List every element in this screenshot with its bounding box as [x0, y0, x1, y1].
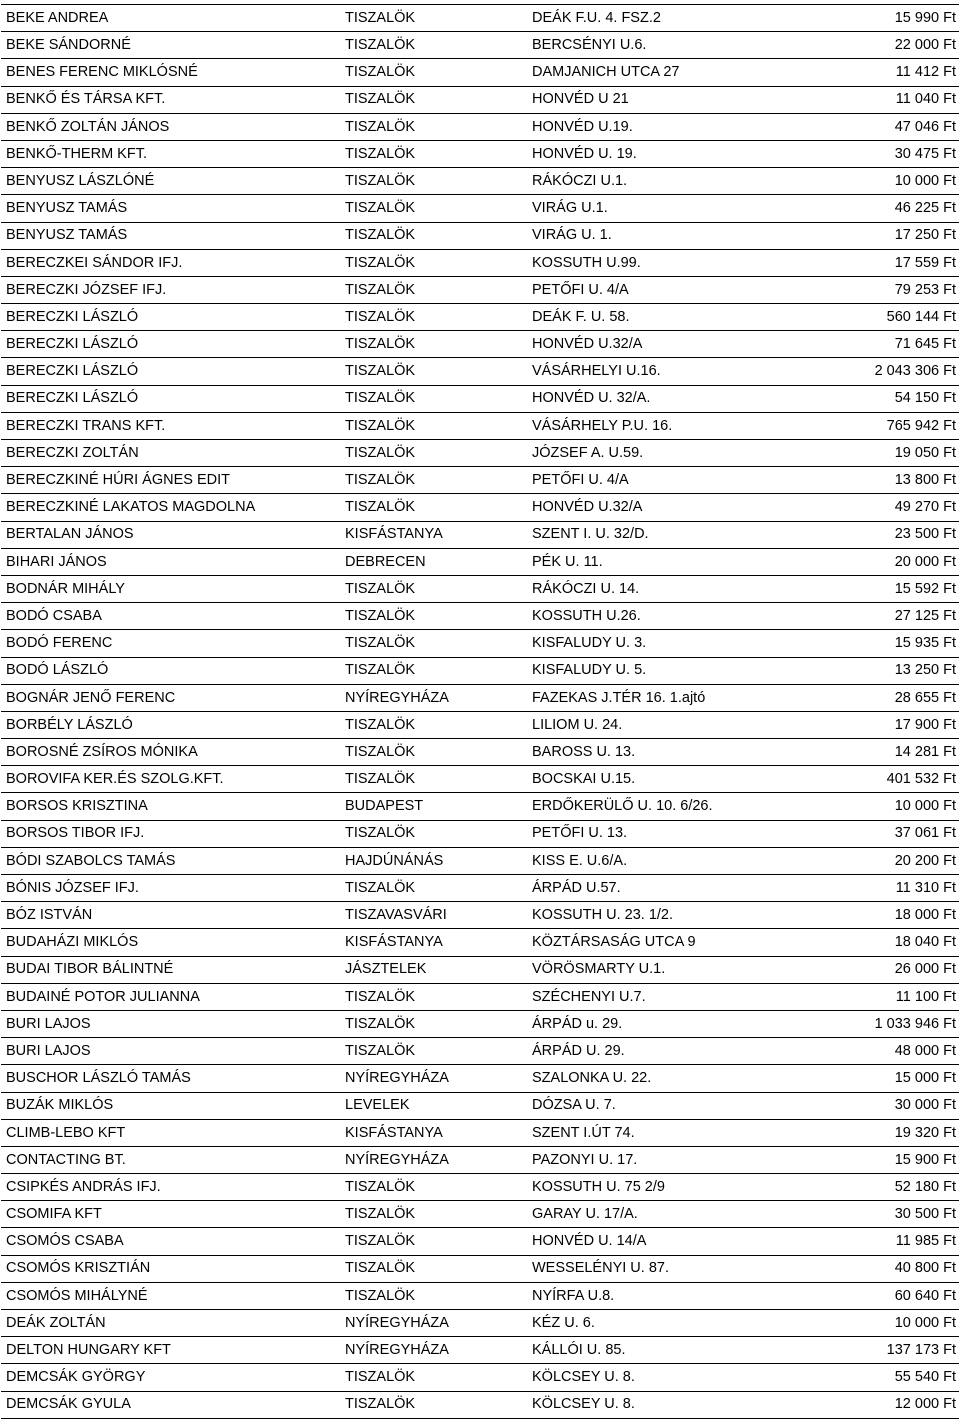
- city-cell: TISZALÖK: [341, 195, 528, 222]
- city-cell: TISZALÖK: [341, 1201, 528, 1228]
- address-cell: RÁKÓCZI U. 14.: [528, 575, 774, 602]
- amount-cell: 13 800 Ft: [774, 467, 959, 494]
- name-cell: BUDAINÉ POTOR JULIANNA: [1, 983, 341, 1010]
- amount-cell: 19 320 Ft: [774, 1119, 959, 1146]
- name-cell: BENKŐ ÉS TÁRSA KFT.: [1, 86, 341, 113]
- address-cell: VIRÁG U.1.: [528, 195, 774, 222]
- amount-cell: 30 500 Ft: [774, 1201, 959, 1228]
- amount-cell: 17 900 Ft: [774, 711, 959, 738]
- city-cell: TISZALÖK: [341, 412, 528, 439]
- city-cell: TISZALÖK: [341, 86, 528, 113]
- city-cell: TISZALÖK: [341, 1228, 528, 1255]
- amount-cell: 55 540 Ft: [774, 1364, 959, 1391]
- address-cell: KOSSUTH U.26.: [528, 603, 774, 630]
- city-cell: NYÍREGYHÁZA: [341, 1146, 528, 1173]
- address-cell: KÉZ U. 6.: [528, 1310, 774, 1337]
- table-row: [1, 113, 959, 140]
- name-cell: BODNÁR MIHÁLY: [1, 575, 341, 602]
- amount-cell: 765 942 Ft: [774, 412, 959, 439]
- table-row: [1, 1201, 959, 1228]
- table-row: [1, 5, 959, 32]
- city-cell: TISZALÖK: [341, 766, 528, 793]
- name-cell: BURI LAJOS: [1, 1010, 341, 1037]
- table-row: [1, 630, 959, 657]
- address-cell: HONVÉD U. 14/A: [528, 1228, 774, 1255]
- name-cell: BODÓ LÁSZLÓ: [1, 657, 341, 684]
- city-cell: TISZALÖK: [341, 711, 528, 738]
- address-cell: DÓZSA U. 7.: [528, 1092, 774, 1119]
- city-cell: TISZALÖK: [341, 1174, 528, 1201]
- city-cell: TISZALÖK: [341, 276, 528, 303]
- name-cell: BERECZKINÉ HÚRI ÁGNES EDIT: [1, 467, 341, 494]
- address-cell: HONVÉD U.19.: [528, 113, 774, 140]
- city-cell: DEBRECEN: [341, 548, 528, 575]
- name-cell: BÓNIS JÓZSEF IFJ.: [1, 875, 341, 902]
- address-cell: VÁSÁRHELYI U.16.: [528, 358, 774, 385]
- address-cell: BAROSS U. 13.: [528, 739, 774, 766]
- table-row: [1, 1010, 959, 1037]
- address-cell: PETŐFI U. 4/A: [528, 467, 774, 494]
- city-cell: TISZALÖK: [341, 820, 528, 847]
- city-cell: TISZALÖK: [341, 140, 528, 167]
- table-row: [1, 1174, 959, 1201]
- name-cell: BUZÁK MIKLÓS: [1, 1092, 341, 1119]
- address-cell: BOCSKAI U.15.: [528, 766, 774, 793]
- amount-cell: 17 559 Ft: [774, 249, 959, 276]
- address-cell: KOSSUTH U. 23. 1/2.: [528, 902, 774, 929]
- address-cell: SZALONKA U. 22.: [528, 1065, 774, 1092]
- address-cell: KISFALUDY U. 3.: [528, 630, 774, 657]
- name-cell: BEKE SÁNDORNÉ: [1, 32, 341, 59]
- name-cell: BODÓ CSABA: [1, 603, 341, 630]
- name-cell: BENKŐ ZOLTÁN JÁNOS: [1, 113, 341, 140]
- table-row: [1, 847, 959, 874]
- name-cell: BOROVIFA KER.ÉS SZOLG.KFT.: [1, 766, 341, 793]
- address-cell: KISS E. U.6/A.: [528, 847, 774, 874]
- table-row: [1, 711, 959, 738]
- name-cell: BOROSNÉ ZSÍROS MÓNIKA: [1, 739, 341, 766]
- city-cell: TISZALÖK: [341, 5, 528, 32]
- table-body: [1, 5, 959, 1419]
- address-cell: ERDŐKERÜLŐ U. 10. 6/26.: [528, 793, 774, 820]
- name-cell: BERECZKI TRANS KFT.: [1, 412, 341, 439]
- table-row: [1, 521, 959, 548]
- name-cell: BENYUSZ TAMÁS: [1, 222, 341, 249]
- amount-cell: 20 000 Ft: [774, 548, 959, 575]
- city-cell: TISZALÖK: [341, 304, 528, 331]
- table-row: [1, 929, 959, 956]
- table-row: [1, 304, 959, 331]
- table-row: [1, 820, 959, 847]
- address-cell: SZENT I.ÚT 74.: [528, 1119, 774, 1146]
- city-cell: TISZALÖK: [341, 1282, 528, 1309]
- address-cell: VÖRÖSMARTY U.1.: [528, 956, 774, 983]
- address-cell: VIRÁG U. 1.: [528, 222, 774, 249]
- address-cell: ÁRPÁD U. 29.: [528, 1038, 774, 1065]
- address-cell: RÁKÓCZI U.1.: [528, 168, 774, 195]
- table-row: [1, 86, 959, 113]
- amount-cell: 37 061 Ft: [774, 820, 959, 847]
- name-cell: BORSOS KRISZTINA: [1, 793, 341, 820]
- city-cell: TISZALÖK: [341, 249, 528, 276]
- amount-cell: 12 000 Ft: [774, 1391, 959, 1418]
- address-cell: KÖLCSEY U. 8.: [528, 1391, 774, 1418]
- table-row: [1, 603, 959, 630]
- amount-cell: 48 000 Ft: [774, 1038, 959, 1065]
- address-cell: HONVÉD U.32/A: [528, 494, 774, 521]
- name-cell: DEMCSÁK GYULA: [1, 1391, 341, 1418]
- table-row: [1, 766, 959, 793]
- table-row: [1, 1228, 959, 1255]
- amount-cell: 15 592 Ft: [774, 575, 959, 602]
- city-cell: TISZALÖK: [341, 1038, 528, 1065]
- amount-cell: 560 144 Ft: [774, 304, 959, 331]
- table-row: [1, 467, 959, 494]
- amount-cell: 79 253 Ft: [774, 276, 959, 303]
- name-cell: DEÁK ZOLTÁN: [1, 1310, 341, 1337]
- table-row: [1, 902, 959, 929]
- amount-cell: 14 281 Ft: [774, 739, 959, 766]
- city-cell: TISZALÖK: [341, 494, 528, 521]
- table-row: [1, 32, 959, 59]
- table-row: [1, 1255, 959, 1282]
- amount-cell: 28 655 Ft: [774, 684, 959, 711]
- table-row: [1, 494, 959, 521]
- city-cell: TISZALÖK: [341, 575, 528, 602]
- address-cell: KÁLLÓI U. 85.: [528, 1337, 774, 1364]
- city-cell: KISFÁSTANYA: [341, 1119, 528, 1146]
- name-cell: BERECZKI JÓZSEF IFJ.: [1, 276, 341, 303]
- name-cell: BERECZKI LÁSZLÓ: [1, 304, 341, 331]
- address-cell: WESSELÉNYI U. 87.: [528, 1255, 774, 1282]
- address-cell: HONVÉD U. 32/A.: [528, 385, 774, 412]
- table-row: [1, 412, 959, 439]
- table-row: [1, 983, 959, 1010]
- table-row: [1, 793, 959, 820]
- amount-cell: 30 475 Ft: [774, 140, 959, 167]
- table-row: [1, 1146, 959, 1173]
- address-cell: SZÉCHENYI U.7.: [528, 983, 774, 1010]
- address-cell: NYÍRFA U.8.: [528, 1282, 774, 1309]
- table-row: [1, 1038, 959, 1065]
- name-cell: BENYUSZ LÁSZLÓNÉ: [1, 168, 341, 195]
- amount-cell: 47 046 Ft: [774, 113, 959, 140]
- address-cell: JÓZSEF A. U.59.: [528, 440, 774, 467]
- amount-cell: 1 033 946 Ft: [774, 1010, 959, 1037]
- table-row: [1, 1310, 959, 1337]
- table-row: [1, 684, 959, 711]
- amount-cell: 15 935 Ft: [774, 630, 959, 657]
- table-row: [1, 249, 959, 276]
- name-cell: CSIPKÉS ANDRÁS IFJ.: [1, 1174, 341, 1201]
- address-cell: PAZONYI U. 17.: [528, 1146, 774, 1173]
- address-cell: FAZEKAS J.TÉR 16. 1.ajtó: [528, 684, 774, 711]
- table-row: [1, 956, 959, 983]
- table-row: [1, 739, 959, 766]
- city-cell: HAJDÚNÁNÁS: [341, 847, 528, 874]
- address-cell: ÁRPÁD U.57.: [528, 875, 774, 902]
- table-row: [1, 1092, 959, 1119]
- name-cell: DELTON HUNGARY KFT: [1, 1337, 341, 1364]
- amount-cell: 15 990 Ft: [774, 5, 959, 32]
- name-cell: BERECZKI LÁSZLÓ: [1, 331, 341, 358]
- amount-cell: 11 310 Ft: [774, 875, 959, 902]
- table-row: [1, 1282, 959, 1309]
- city-cell: TISZALÖK: [341, 875, 528, 902]
- address-cell: VÁSÁRHELY P.U. 16.: [528, 412, 774, 439]
- table-row: [1, 276, 959, 303]
- name-cell: BUDAI TIBOR BÁLINTNÉ: [1, 956, 341, 983]
- amount-cell: 49 270 Ft: [774, 494, 959, 521]
- city-cell: NYÍREGYHÁZA: [341, 1337, 528, 1364]
- amount-cell: 401 532 Ft: [774, 766, 959, 793]
- name-cell: BODÓ FERENC: [1, 630, 341, 657]
- table-row: [1, 331, 959, 358]
- city-cell: KISFÁSTANYA: [341, 929, 528, 956]
- address-cell: HONVÉD U.32/A: [528, 331, 774, 358]
- table-row: [1, 168, 959, 195]
- amount-cell: 18 040 Ft: [774, 929, 959, 956]
- table-row: [1, 140, 959, 167]
- address-cell: KOSSUTH U. 75 2/9: [528, 1174, 774, 1201]
- address-cell: LILIOM U. 24.: [528, 711, 774, 738]
- city-cell: TISZALÖK: [341, 630, 528, 657]
- address-cell: PETŐFI U. 13.: [528, 820, 774, 847]
- city-cell: TISZALÖK: [341, 603, 528, 630]
- address-cell: GARAY U. 17/A.: [528, 1201, 774, 1228]
- address-cell: HONVÉD U 21: [528, 86, 774, 113]
- table-row: [1, 1364, 959, 1391]
- name-cell: BERECZKI LÁSZLÓ: [1, 385, 341, 412]
- name-cell: CSOMÓS MIHÁLYNÉ: [1, 1282, 341, 1309]
- amount-cell: 10 000 Ft: [774, 168, 959, 195]
- table-row: [1, 1119, 959, 1146]
- table-row: [1, 222, 959, 249]
- city-cell: TISZALÖK: [341, 440, 528, 467]
- name-cell: CONTACTING BT.: [1, 1146, 341, 1173]
- debtor-list-table: [1, 4, 959, 1419]
- city-cell: TISZALÖK: [341, 168, 528, 195]
- amount-cell: 60 640 Ft: [774, 1282, 959, 1309]
- city-cell: TISZALÖK: [341, 739, 528, 766]
- amount-cell: 15 000 Ft: [774, 1065, 959, 1092]
- amount-cell: 46 225 Ft: [774, 195, 959, 222]
- amount-cell: 11 412 Ft: [774, 59, 959, 86]
- name-cell: BENES FERENC MIKLÓSNÉ: [1, 59, 341, 86]
- city-cell: NYÍREGYHÁZA: [341, 684, 528, 711]
- name-cell: BOGNÁR JENŐ FERENC: [1, 684, 341, 711]
- table-row: [1, 195, 959, 222]
- address-cell: DAMJANICH UTCA 27: [528, 59, 774, 86]
- address-cell: KÖLCSEY U. 8.: [528, 1364, 774, 1391]
- name-cell: BORBÉLY LÁSZLÓ: [1, 711, 341, 738]
- amount-cell: 11 100 Ft: [774, 983, 959, 1010]
- name-cell: BORSOS TIBOR IFJ.: [1, 820, 341, 847]
- table-row: [1, 575, 959, 602]
- name-cell: BERECZKI LÁSZLÓ: [1, 358, 341, 385]
- city-cell: TISZALÖK: [341, 1010, 528, 1037]
- amount-cell: 26 000 Ft: [774, 956, 959, 983]
- city-cell: TISZALÖK: [341, 1364, 528, 1391]
- name-cell: BÓDI SZABOLCS TAMÁS: [1, 847, 341, 874]
- name-cell: BERTALAN JÁNOS: [1, 521, 341, 548]
- name-cell: DEMCSÁK GYÖRGY: [1, 1364, 341, 1391]
- city-cell: TISZALÖK: [341, 113, 528, 140]
- city-cell: TISZALÖK: [341, 1391, 528, 1418]
- address-cell: PETŐFI U. 4/A: [528, 276, 774, 303]
- amount-cell: 11 985 Ft: [774, 1228, 959, 1255]
- amount-cell: 40 800 Ft: [774, 1255, 959, 1282]
- city-cell: TISZALÖK: [341, 331, 528, 358]
- address-cell: KOSSUTH U.99.: [528, 249, 774, 276]
- name-cell: CSOMÓS KRISZTIÁN: [1, 1255, 341, 1282]
- city-cell: TISZALÖK: [341, 385, 528, 412]
- name-cell: BUSCHOR LÁSZLÓ TAMÁS: [1, 1065, 341, 1092]
- address-cell: KISFALUDY U. 5.: [528, 657, 774, 684]
- city-cell: JÁSZTELEK: [341, 956, 528, 983]
- address-cell: PÉK U. 11.: [528, 548, 774, 575]
- name-cell: BERECZKI ZOLTÁN: [1, 440, 341, 467]
- table-row: [1, 1391, 959, 1418]
- table-row: [1, 548, 959, 575]
- amount-cell: 11 040 Ft: [774, 86, 959, 113]
- amount-cell: 22 000 Ft: [774, 32, 959, 59]
- amount-cell: 20 200 Ft: [774, 847, 959, 874]
- name-cell: BERECZKINÉ LAKATOS MAGDOLNA: [1, 494, 341, 521]
- address-cell: BERCSÉNYI U.6.: [528, 32, 774, 59]
- table-row: [1, 385, 959, 412]
- name-cell: BERECZKEI SÁNDOR IFJ.: [1, 249, 341, 276]
- name-cell: BUDAHÁZI MIKLÓS: [1, 929, 341, 956]
- amount-cell: 137 173 Ft: [774, 1337, 959, 1364]
- amount-cell: 52 180 Ft: [774, 1174, 959, 1201]
- amount-cell: 18 000 Ft: [774, 902, 959, 929]
- name-cell: BIHARI JÁNOS: [1, 548, 341, 575]
- table-row: [1, 1065, 959, 1092]
- city-cell: TISZALÖK: [341, 222, 528, 249]
- amount-cell: 2 043 306 Ft: [774, 358, 959, 385]
- city-cell: TISZALÖK: [341, 32, 528, 59]
- address-cell: SZENT I. U. 32/D.: [528, 521, 774, 548]
- city-cell: LEVELEK: [341, 1092, 528, 1119]
- name-cell: CLIMB-LEBO KFT: [1, 1119, 341, 1146]
- amount-cell: 13 250 Ft: [774, 657, 959, 684]
- address-cell: DEÁK F.U. 4. FSZ.2: [528, 5, 774, 32]
- amount-cell: 30 000 Ft: [774, 1092, 959, 1119]
- address-cell: KÖZTÁRSASÁG UTCA 9: [528, 929, 774, 956]
- amount-cell: 17 250 Ft: [774, 222, 959, 249]
- city-cell: TISZALÖK: [341, 1255, 528, 1282]
- city-cell: TISZALÖK: [341, 983, 528, 1010]
- amount-cell: 27 125 Ft: [774, 603, 959, 630]
- table-row: [1, 1337, 959, 1364]
- name-cell: BÓZ ISTVÁN: [1, 902, 341, 929]
- amount-cell: 23 500 Ft: [774, 521, 959, 548]
- table-row: [1, 875, 959, 902]
- amount-cell: 54 150 Ft: [774, 385, 959, 412]
- table-row: [1, 59, 959, 86]
- address-cell: DEÁK F. U. 58.: [528, 304, 774, 331]
- city-cell: KISFÁSTANYA: [341, 521, 528, 548]
- city-cell: BUDAPEST: [341, 793, 528, 820]
- amount-cell: 10 000 Ft: [774, 793, 959, 820]
- table-row: [1, 440, 959, 467]
- name-cell: BENYUSZ TAMÁS: [1, 195, 341, 222]
- city-cell: TISZALÖK: [341, 657, 528, 684]
- amount-cell: 15 900 Ft: [774, 1146, 959, 1173]
- table-row: [1, 358, 959, 385]
- amount-cell: 10 000 Ft: [774, 1310, 959, 1337]
- amount-cell: 71 645 Ft: [774, 331, 959, 358]
- city-cell: NYÍREGYHÁZA: [341, 1065, 528, 1092]
- address-cell: ÁRPÁD u. 29.: [528, 1010, 774, 1037]
- amount-cell: 19 050 Ft: [774, 440, 959, 467]
- city-cell: TISZALÖK: [341, 358, 528, 385]
- name-cell: CSOMIFA KFT: [1, 1201, 341, 1228]
- city-cell: NYÍREGYHÁZA: [341, 1310, 528, 1337]
- name-cell: BENKŐ-THERM KFT.: [1, 140, 341, 167]
- name-cell: BEKE ANDREA: [1, 5, 341, 32]
- city-cell: TISZALÖK: [341, 467, 528, 494]
- name-cell: BURI LAJOS: [1, 1038, 341, 1065]
- table-row: [1, 657, 959, 684]
- address-cell: HONVÉD U. 19.: [528, 140, 774, 167]
- city-cell: TISZAVASVÁRI: [341, 902, 528, 929]
- city-cell: TISZALÖK: [341, 59, 528, 86]
- name-cell: CSOMÓS CSABA: [1, 1228, 341, 1255]
